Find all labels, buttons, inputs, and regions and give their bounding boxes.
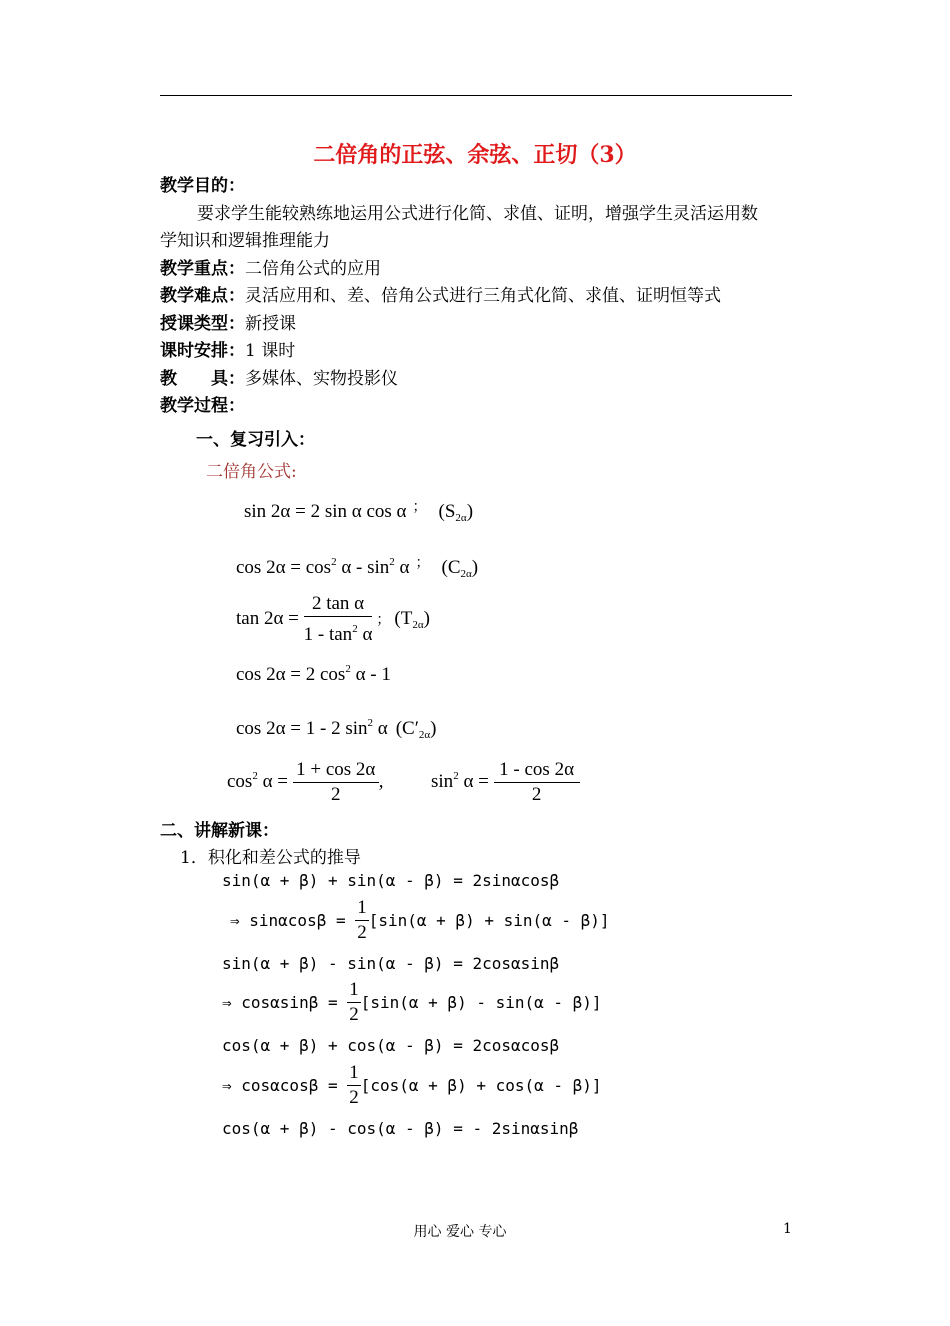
info-value: 1 课时: [245, 341, 296, 361]
info-schedule: [160, 336, 295, 361]
formula-text: sin 2α = 2 sin α cos α: [244, 501, 407, 522]
formula-text: sin: [431, 770, 454, 792]
fraction-numerator: 2 tan α: [304, 592, 373, 617]
fraction-numerator: 1: [347, 978, 361, 1003]
info-label: 教 具：: [160, 369, 245, 389]
info-tools: [160, 364, 398, 389]
page-title: 二倍角的正弦、余弦、正切（3）: [313, 142, 637, 168]
info-lesson-type: [160, 309, 296, 334]
formula-text: α: [357, 624, 373, 645]
derivation-line-2: [230, 896, 610, 945]
formula-text: cos 2α = 1 - 2 sin: [236, 718, 368, 739]
info-difficulties: [160, 281, 721, 306]
fraction-denominator: 2: [349, 1004, 359, 1025]
formula-cos-double-alt-2: [236, 717, 436, 741]
derivation-line-3: sin(α + β) - sin(α - β) = 2cosαsinβ: [222, 954, 560, 973]
tag-end: ): [471, 557, 479, 578]
footer-motto: 用心 爱心 专心: [413, 1224, 507, 1240]
info-process: [160, 391, 245, 416]
formula-tag: [442, 557, 479, 578]
fraction: [494, 758, 580, 807]
formula-text: cos: [227, 770, 253, 792]
tag-text: (C′: [395, 718, 419, 739]
formula-tag: [394, 608, 430, 629]
fraction-half: [355, 896, 369, 945]
derivation-text: [cos(α + β) + cos(α - β)]: [360, 1076, 602, 1095]
fraction-half: [347, 978, 361, 1027]
formula-text: cos 2α = 2 cos: [236, 664, 346, 685]
formula-text: α - sin: [336, 557, 390, 578]
tag-subscript: 2α: [412, 618, 424, 631]
derivation-text: ⇒ cosαsinβ =: [222, 993, 338, 1012]
formula-tag: [396, 718, 437, 739]
tag-subscript: 2α: [460, 568, 472, 580]
fraction-denominator: 2: [349, 1087, 359, 1108]
formula-text: α =: [458, 770, 489, 792]
page-number: 1: [783, 1221, 792, 1237]
objective-label: 教学目的：: [160, 176, 245, 196]
section-1-subheading: 二倍角公式:: [206, 462, 297, 482]
formula-exponent: 2: [367, 717, 373, 729]
derivation-text: [sin(α + β) + sin(α - β)]: [368, 911, 610, 930]
fraction-denominator: [304, 617, 373, 647]
derivation-text: [sin(α + β) - sin(α - β)]: [360, 993, 602, 1012]
info-value: 多媒体、实物投影仪: [245, 369, 398, 389]
fraction-numerator: 1 + cos 2α: [293, 758, 379, 783]
formula-text: 1 - tan: [303, 624, 353, 645]
tag-text: (C: [441, 557, 461, 578]
formula-cos-double-alt-1: [236, 663, 391, 686]
info-label: 教学难点：: [160, 286, 245, 306]
tag-end: ): [466, 501, 474, 522]
formula-sin-double: [244, 496, 473, 524]
formula-text: α: [373, 718, 388, 739]
tag-end: ): [423, 607, 430, 629]
formula-exponent: 2: [331, 556, 337, 568]
fraction-half: [347, 1061, 361, 1110]
fraction-denominator: 2: [331, 784, 341, 805]
info-label: 授课类型：: [160, 314, 245, 334]
info-key-points: [160, 254, 381, 279]
derivation-line-7: cos(α + β) - cos(α - β) = - 2sinαsinβ: [222, 1119, 579, 1138]
info-value: 新授课: [245, 314, 296, 334]
formula-text: α =: [257, 770, 288, 792]
fraction: [293, 758, 379, 807]
derivation-line-6: [222, 1061, 602, 1110]
formula-text: α - 1: [350, 664, 391, 685]
derivation-line-4: [222, 978, 602, 1027]
formula-separator: ；: [412, 500, 427, 515]
tag-text: (S: [438, 501, 456, 522]
fraction-denominator: 2: [531, 784, 542, 805]
fraction-numerator: 1 - cos 2α: [494, 758, 580, 783]
formula-tan-double: [236, 592, 430, 647]
formula-exponent: 2: [389, 556, 395, 568]
formula-tag: [439, 501, 474, 522]
objective-line-2: 学知识和逻辑推理能力: [160, 231, 330, 251]
fraction-numerator: 1: [347, 1061, 361, 1086]
formula-text: tan 2α =: [236, 607, 299, 629]
formula-exponent: 2: [345, 663, 351, 675]
formula-half-angle: [227, 758, 580, 807]
formula-exponent: 2: [252, 769, 258, 782]
derivation-line-5: cos(α + β) + cos(α - β) = 2cosαcosβ: [222, 1036, 560, 1055]
formula-text: α: [394, 557, 410, 578]
fraction-denominator: 2: [357, 922, 367, 943]
info-label: 教学过程：: [160, 396, 245, 416]
formula-separator: ；: [376, 612, 391, 628]
info-label: 课时安排：: [160, 341, 245, 361]
header-rule: [160, 95, 792, 96]
tag-subscript: 2α: [418, 729, 431, 741]
formula-exponent: 2: [352, 623, 358, 635]
info-value: 灵活应用和、差、倍角公式进行三角式化简、求值、证明恒等式: [245, 286, 721, 306]
derivation-text: ⇒ cosαcosβ =: [222, 1076, 338, 1095]
objective-line-1: 要求学生能较熟练地运用公式进行化简、求值、证明，增强学生灵活运用数: [197, 204, 758, 224]
formula-separator: ；: [415, 556, 430, 571]
formula-cos-double: [236, 552, 478, 580]
section-2-item-1: 1．积化和差公式的推导: [180, 848, 361, 868]
tag-subscript: 2α: [455, 512, 467, 524]
tag-end: ): [430, 718, 437, 739]
tag-text: (T: [394, 607, 413, 629]
derivation-line-1: sin(α + β) + sin(α - β) = 2sinαcosβ: [222, 871, 560, 890]
fraction-numerator: 1: [355, 896, 369, 921]
derivation-text: ⇒ sinαcosβ =: [230, 911, 346, 930]
formula-separator: ,: [378, 770, 384, 792]
info-label: 教学重点：: [160, 259, 245, 279]
formula-exponent: 2: [453, 769, 459, 782]
section-1-heading: 一、复习引入：: [196, 430, 315, 450]
section-2-heading: 二、讲解新课：: [160, 821, 279, 841]
fraction: [304, 592, 373, 647]
formula-text: cos 2α = cos: [236, 557, 332, 578]
info-value: 二倍角公式的应用: [245, 259, 381, 279]
